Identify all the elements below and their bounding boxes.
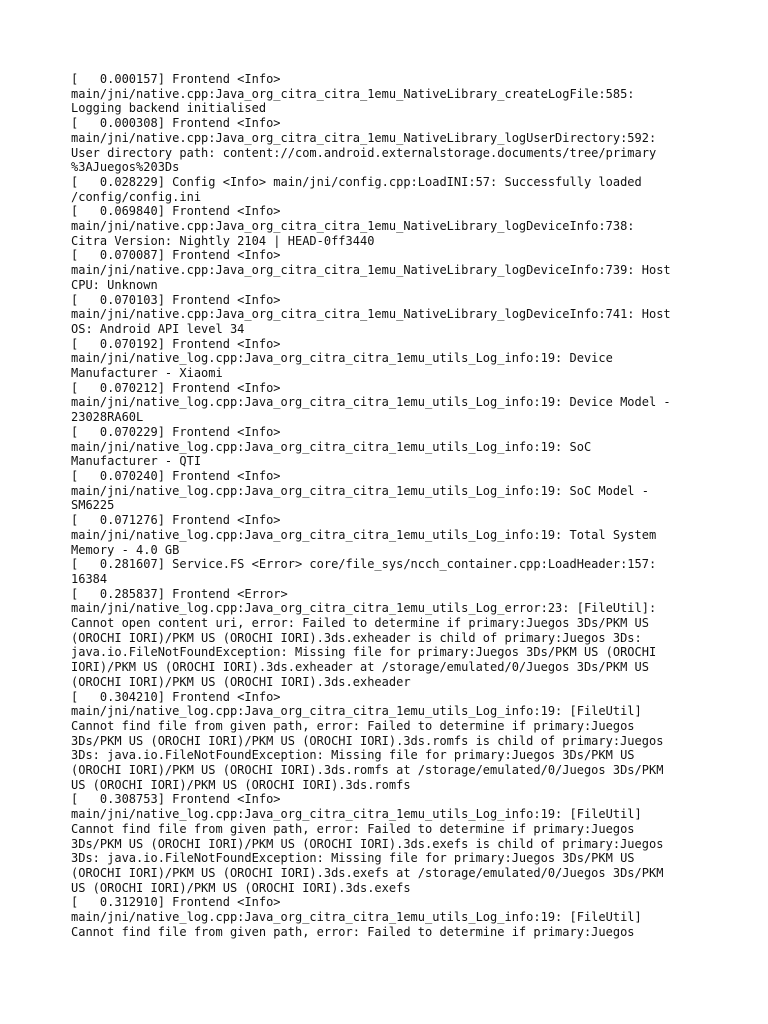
log-line: [ 0.308753] Frontend <Info> xyxy=(71,792,281,807)
log-line: 3Ds/PKM US (OROCHI IORI)/PKM US (OROCHI IORI).3ds.exefs is child of primary:Juegos xyxy=(71,836,664,851)
log-line: Manufacturer - QTI xyxy=(71,454,202,469)
log-document xyxy=(71,72,711,939)
log-line: main/jni/native_log.cpp:Java_org_citra_citra_1emu_utils_Log_info:19: [FileUtil] xyxy=(71,807,642,822)
log-line: [ 0.312910] Frontend <Info> xyxy=(71,895,281,910)
log-line: /config/config.ini xyxy=(71,189,202,204)
log-line: main/jni/native.cpp:Java_org_citra_citra_1emu_NativeLibrary_logDeviceInfo:738: xyxy=(71,219,635,234)
log-line: (OROCHI IORI)/PKM US (OROCHI IORI).3ds.exefs at /storage/emulated/0/Juegos 3Ds/PKM xyxy=(71,865,664,880)
log-line: main/jni/native_log.cpp:Java_org_citra_citra_1emu_utils_Log_info:19: [FileUtil] xyxy=(71,910,642,925)
log-line: main/jni/native.cpp:Java_org_citra_citra_1emu_NativeLibrary_createLogFile:585: xyxy=(71,86,635,101)
log-line: main/jni/native_log.cpp:Java_org_citra_citra_1emu_utils_Log_info:19: Device Model - xyxy=(71,395,671,410)
log-line: [ 0.304210] Frontend <Info> xyxy=(71,689,281,704)
log-line: [ 0.070087] Frontend <Info> xyxy=(71,248,281,263)
log-line: Citra Version: Nightly 2104 | HEAD-0ff3440 xyxy=(71,233,375,248)
log-line: Logging backend initialised xyxy=(71,101,267,116)
log-line: 3Ds: java.io.FileNotFoundException: Missing file for primary:Juegos 3Ds/PKM US xyxy=(71,851,635,866)
log-line: [ 0.071276] Frontend <Info> xyxy=(71,513,281,528)
log-line: main/jni/native_log.cpp:Java_org_citra_citra_1emu_utils_Log_info:19: [FileUtil] xyxy=(71,704,642,719)
log-line: main/jni/native_log.cpp:Java_org_citra_citra_1emu_utils_Log_error:23: [FileUtil]: xyxy=(71,601,657,616)
log-line: US (OROCHI IORI)/PKM US (OROCHI IORI).3ds.exefs xyxy=(71,880,411,895)
log-line: IORI)/PKM US (OROCHI IORI).3ds.exheader at /storage/emulated/0/Juegos 3Ds/PKM US xyxy=(71,660,649,675)
log-line: Cannot find file from given path, error: Failed to determine if primary:Juegos xyxy=(71,821,635,836)
log-line: [ 0.069840] Frontend <Info> xyxy=(71,204,281,219)
log-line: 16384 xyxy=(71,571,108,586)
log-line: Manufacturer - Xiaomi xyxy=(71,366,223,381)
log-line: [ 0.028229] Config <Info> main/jni/config.cpp:LoadINI:57: Successfully loaded xyxy=(71,174,642,189)
log-line: [ 0.070192] Frontend <Info> xyxy=(71,336,281,351)
log-line: java.io.FileNotFoundException: Missing file for primary:Juegos 3Ds/PKM US (OROCHI xyxy=(71,645,657,660)
log-line: [ 0.070240] Frontend <Info> xyxy=(71,468,281,483)
log-line: main/jni/native_log.cpp:Java_org_citra_citra_1emu_utils_Log_info:19: Device xyxy=(71,351,613,366)
log-line: [ 0.285837] Frontend <Error> xyxy=(71,586,288,601)
log-line: 3Ds: java.io.FileNotFoundException: Missing file for primary:Juegos 3Ds/PKM US xyxy=(71,748,635,763)
log-line: (OROCHI IORI)/PKM US (OROCHI IORI).3ds.exheader xyxy=(71,674,411,689)
log-line: Cannot find file from given path, error: Failed to determine if primary:Juegos xyxy=(71,924,635,939)
log-line: main/jni/native.cpp:Java_org_citra_citra_1emu_NativeLibrary_logDeviceInfo:741: Host xyxy=(71,307,671,322)
log-line: CPU: Unknown xyxy=(71,277,158,292)
log-line: Memory - 4.0 GB xyxy=(71,542,180,557)
log-line: Cannot find file from given path, error: Failed to determine if primary:Juegos xyxy=(71,718,635,733)
log-line: main/jni/native_log.cpp:Java_org_citra_citra_1emu_utils_Log_info:19: SoC xyxy=(71,439,592,454)
log-line: [ 0.070212] Frontend <Info> xyxy=(71,380,281,395)
log-line: 23028RA60L xyxy=(71,410,144,425)
log-line: main/jni/native.cpp:Java_org_citra_citra_1emu_NativeLibrary_logUserDirectory:592: xyxy=(71,130,657,145)
log-line: %3AJuegos%203Ds xyxy=(71,160,180,175)
log-line: [ 0.070229] Frontend <Info> xyxy=(71,424,281,439)
log-line: main/jni/native_log.cpp:Java_org_citra_citra_1emu_utils_Log_info:19: SoC Model - xyxy=(71,483,649,498)
log-line: (OROCHI IORI)/PKM US (OROCHI IORI).3ds.exheader is child of primary:Juegos 3Ds: xyxy=(71,630,642,645)
log-line: 3Ds/PKM US (OROCHI IORI)/PKM US (OROCHI IORI).3ds.romfs is child of primary:Juegos xyxy=(71,733,664,748)
log-line: Cannot open content uri, error: Failed to determine if primary:Juegos 3Ds/PKM US xyxy=(71,616,649,631)
log-line: OS: Android API level 34 xyxy=(71,321,245,336)
log-line: (OROCHI IORI)/PKM US (OROCHI IORI).3ds.romfs at /storage/emulated/0/Juegos 3Ds/PKM xyxy=(71,763,664,778)
log-line: [ 0.281607] Service.FS <Error> core/file_sys/ncch_container.cpp:LoadHeader:157: xyxy=(71,557,657,572)
log-line: US (OROCHI IORI)/PKM US (OROCHI IORI).3ds.romfs xyxy=(71,777,411,792)
log-line: [ 0.000308] Frontend <Info> xyxy=(71,116,281,131)
log-line: main/jni/native.cpp:Java_org_citra_citra_1emu_NativeLibrary_logDeviceInfo:739: Host xyxy=(71,263,671,278)
log-line: User directory path: content://com.android.externalstorage.documents/tree/primary xyxy=(71,145,657,160)
log-line: [ 0.070103] Frontend <Info> xyxy=(71,292,281,307)
log-line: [ 0.000157] Frontend <Info> xyxy=(71,72,281,86)
log-line: SM6225 xyxy=(71,498,115,513)
log-line: main/jni/native_log.cpp:Java_org_citra_citra_1emu_utils_Log_info:19: Total System xyxy=(71,527,657,542)
